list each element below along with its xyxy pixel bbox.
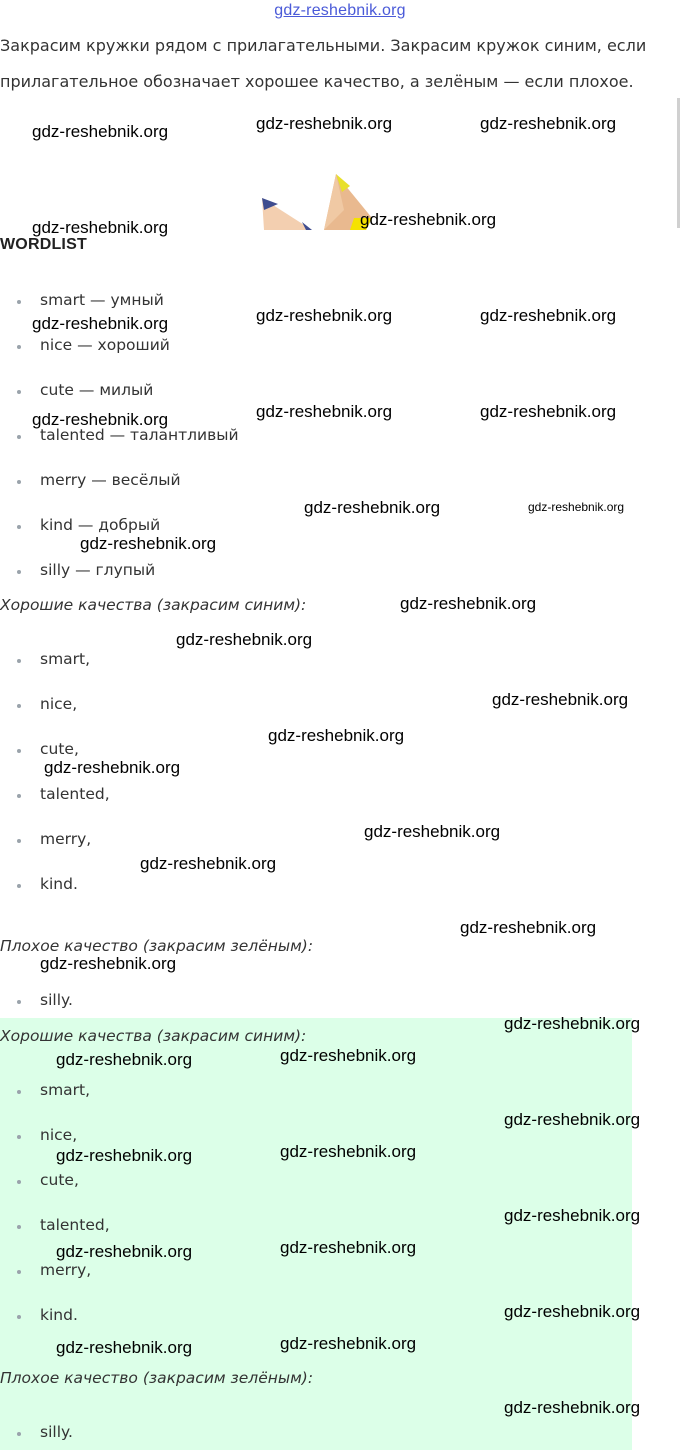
watermark: gdz-reshebnik.org xyxy=(360,210,497,229)
list-item: cute, xyxy=(40,1171,79,1189)
watermark: gdz-reshebnik.org xyxy=(504,1014,641,1033)
list-item: cute — милый xyxy=(40,381,154,399)
list-item: merry — весёлый xyxy=(40,471,181,489)
watermark: gdz-reshebnik.org xyxy=(504,1110,641,1129)
answer-good-qualities-heading: Хорошие качества (закрасим синим): xyxy=(0,1027,307,1045)
watermark: gdz-reshebnik.org xyxy=(80,534,217,553)
list-item: talented, xyxy=(40,785,110,803)
watermark: gdz-reshebnik.org xyxy=(256,402,393,421)
watermark: gdz-reshebnik.org xyxy=(492,690,629,709)
list-item: talented, xyxy=(40,1216,110,1234)
good-qualities-heading: Хорошие качества (закрасим синим): xyxy=(0,596,307,614)
watermark: gdz-reshebnik.org xyxy=(56,1146,193,1165)
watermark: gdz-reshebnik.org xyxy=(480,402,617,421)
watermark: gdz-reshebnik.org xyxy=(56,1050,193,1069)
list-item: kind — добрый xyxy=(40,516,161,534)
watermark: gdz-reshebnik.org xyxy=(504,1302,641,1321)
list-item: silly — глупый xyxy=(40,561,156,579)
task-instructions: Закрасим кружки рядом с прилагательными. Закрасим кружок синим, если прилагательное обозначает хорошее качество, а зелёным — если плохое. xyxy=(0,36,647,91)
list-item: merry, xyxy=(40,830,92,848)
watermark: gdz-reshebnik.org xyxy=(480,114,617,133)
watermark: gdz-reshebnik.org xyxy=(56,1338,193,1357)
watermark: gdz-reshebnik.org xyxy=(364,822,501,841)
list-item: smart — умный xyxy=(40,291,164,309)
watermark: gdz-reshebnik.org xyxy=(32,122,169,141)
list-item: nice — хороший xyxy=(40,336,170,354)
watermark: gdz-reshebnik.org xyxy=(32,410,169,429)
watermark: gdz-reshebnik.org xyxy=(280,1334,417,1353)
list-item: silly. xyxy=(40,1423,73,1441)
watermark: gdz-reshebnik.org xyxy=(140,854,277,873)
list-item: nice, xyxy=(40,1126,78,1144)
wordlist-heading: WORDLIST xyxy=(0,236,87,253)
watermark: gdz-reshebnik.org xyxy=(268,726,405,745)
watermark: gdz-reshebnik.org xyxy=(280,1142,417,1161)
pencils-illustration xyxy=(262,170,372,230)
answer-bad-quality-heading: Плохое качество (закрасим зелёным): xyxy=(0,1369,314,1387)
list-item: kind. xyxy=(40,1306,78,1324)
list-item: cute, xyxy=(40,740,79,758)
list-item: kind. xyxy=(40,875,78,893)
watermark: gdz-reshebnik.org xyxy=(460,918,597,937)
watermark: gdz-reshebnik.org xyxy=(32,314,169,333)
list-item: nice, xyxy=(40,695,78,713)
watermark: gdz-reshebnik.org xyxy=(176,630,313,649)
watermark: gdz-reshebnik.org xyxy=(40,954,177,973)
watermark: gdz-reshebnik.org xyxy=(256,306,393,325)
watermark: gdz-reshebnik.org xyxy=(280,1046,417,1065)
watermark: gdz-reshebnik.org xyxy=(528,500,625,514)
watermark: gdz-reshebnik.org xyxy=(480,306,617,325)
list-item: merry, xyxy=(40,1261,92,1279)
site-link[interactable]: gdz-reshebnik.org xyxy=(274,2,406,19)
watermark: gdz-reshebnik.org xyxy=(44,758,181,777)
watermark: gdz-reshebnik.org xyxy=(280,1238,417,1257)
watermark: gdz-reshebnik.org xyxy=(504,1398,641,1417)
list-item: talented — талантливый xyxy=(40,426,239,444)
list-item: smart, xyxy=(40,1081,91,1099)
list-item: silly. xyxy=(40,991,73,1009)
list-item: smart, xyxy=(40,650,91,668)
watermark: gdz-reshebnik.org xyxy=(256,114,393,133)
watermark: gdz-reshebnik.org xyxy=(304,498,441,517)
bad-quality-heading: Плохое качество (закрасим зелёным): xyxy=(0,937,314,955)
watermark: gdz-reshebnik.org xyxy=(400,594,537,613)
watermark: gdz-reshebnik.org xyxy=(32,218,169,237)
watermark: gdz-reshebnik.org xyxy=(504,1206,641,1225)
watermark: gdz-reshebnik.org xyxy=(56,1242,193,1261)
